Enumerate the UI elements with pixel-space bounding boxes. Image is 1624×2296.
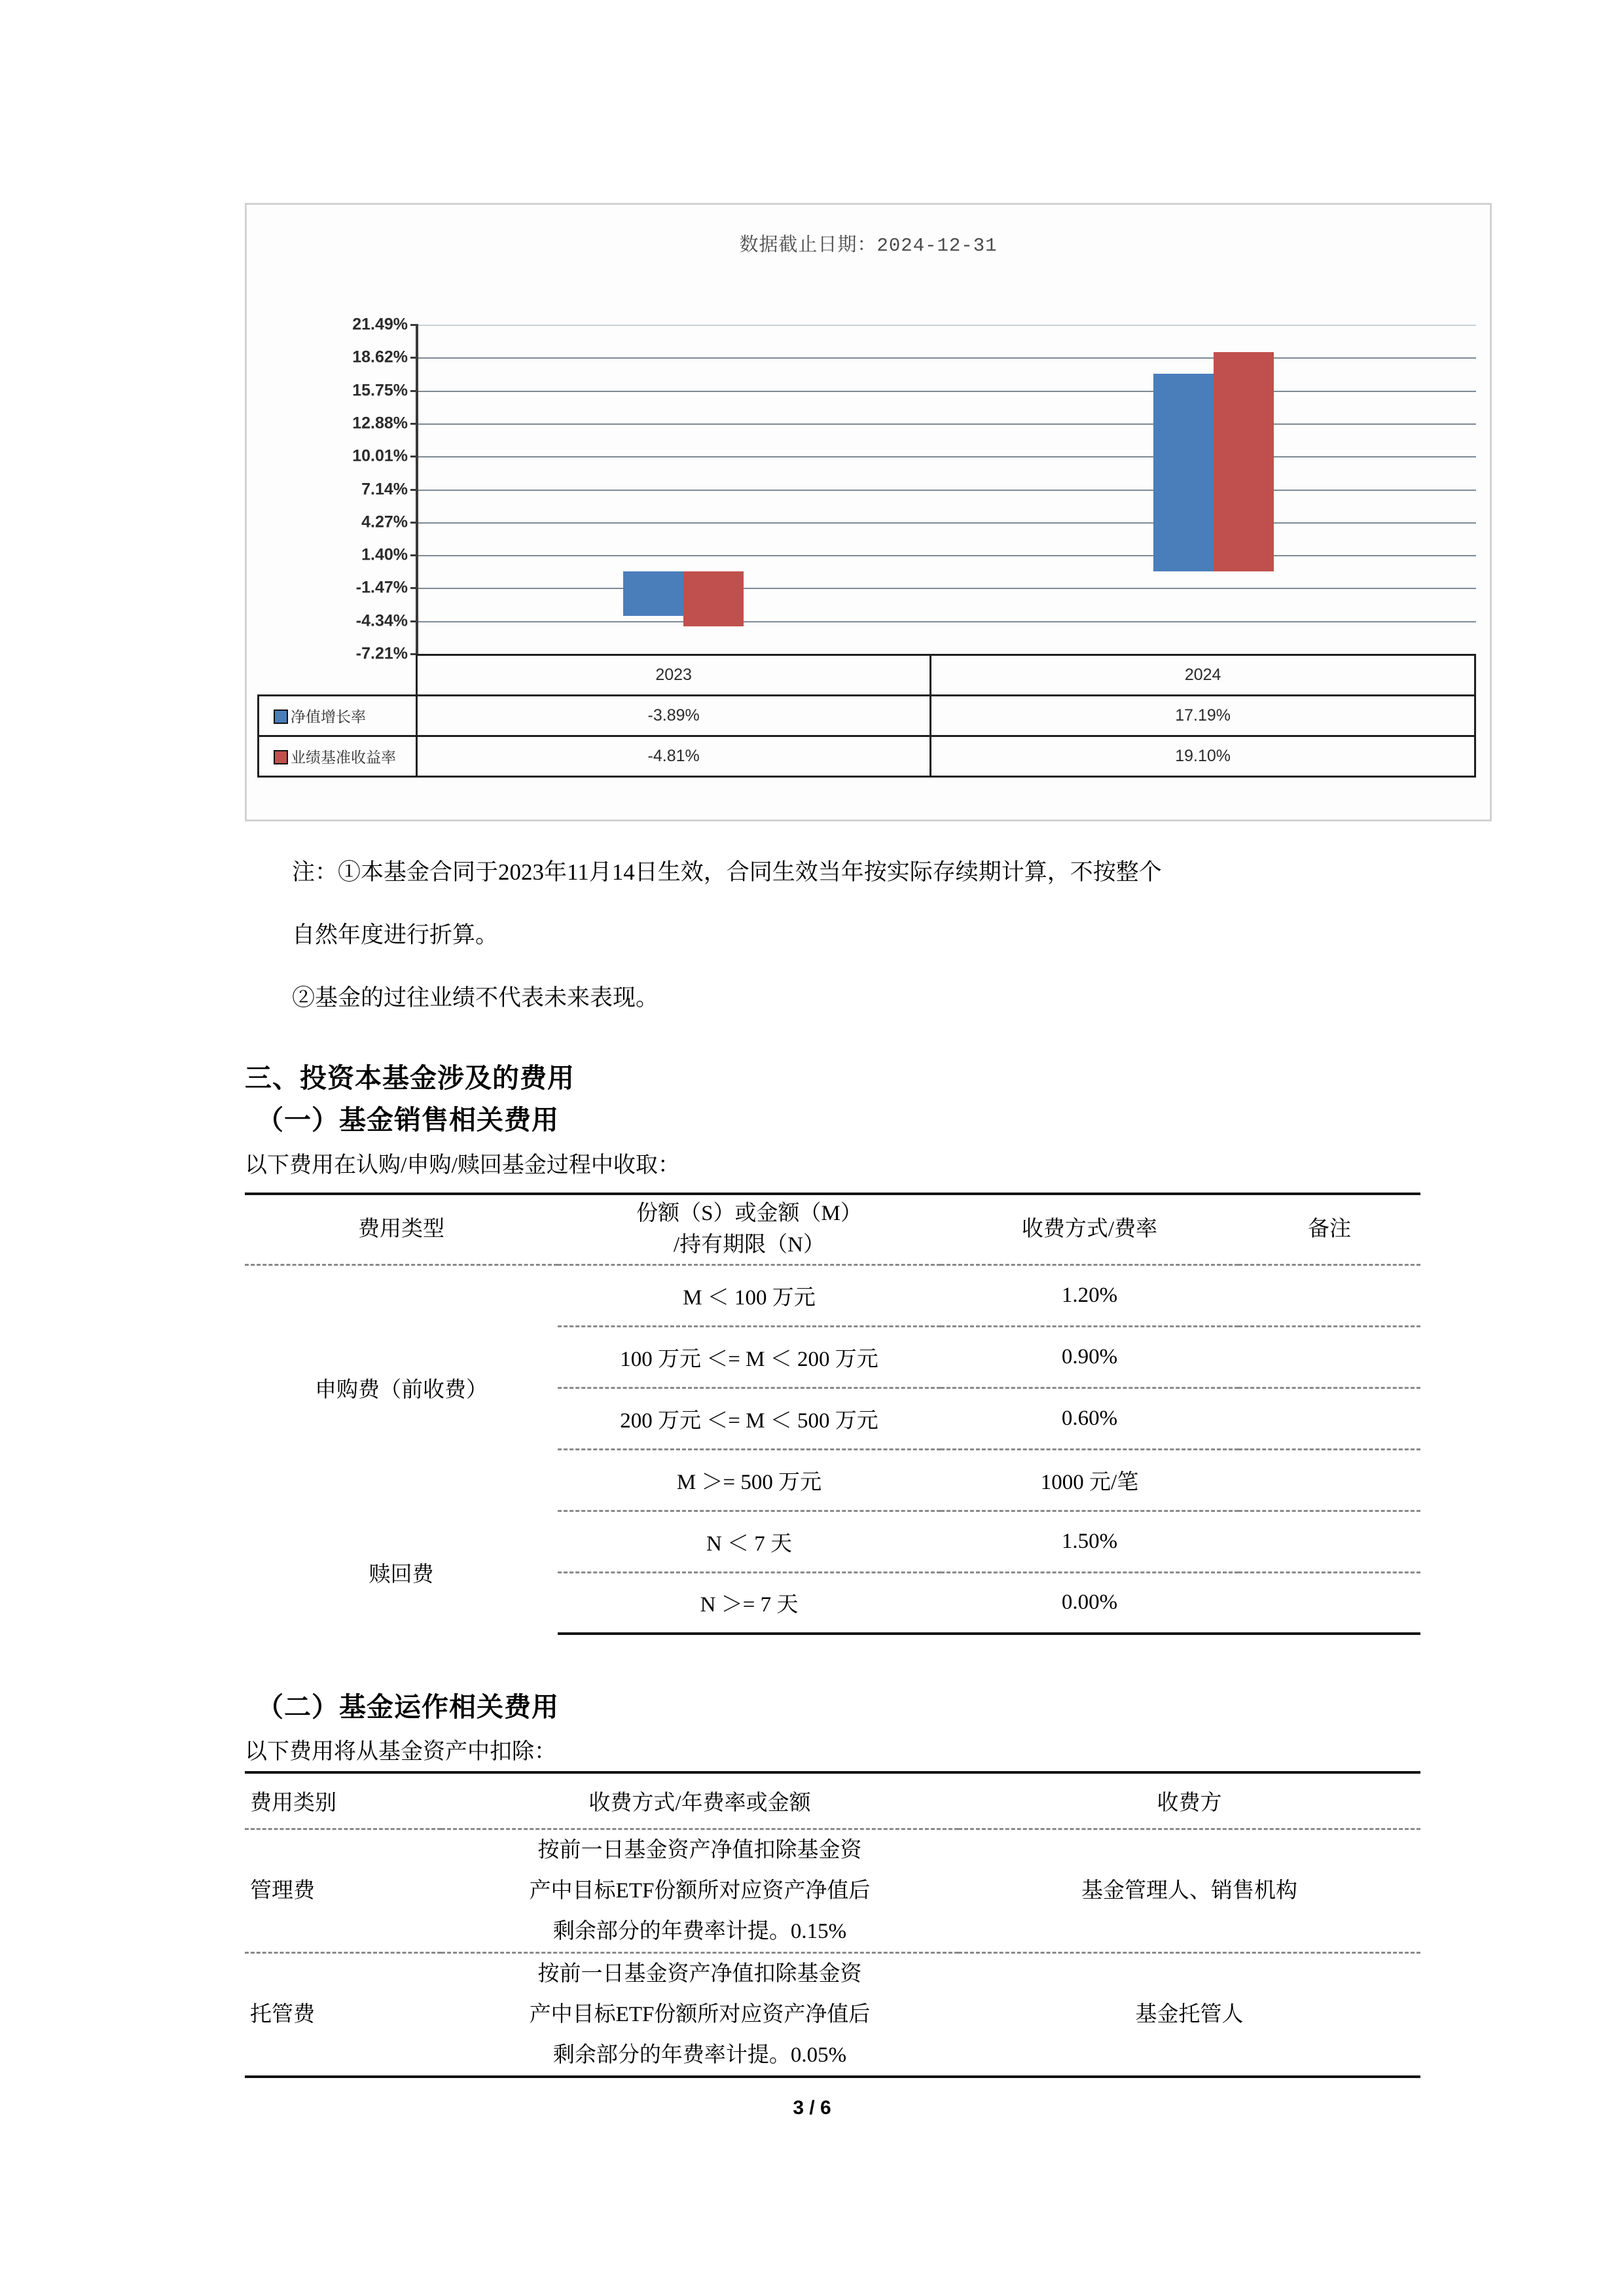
y-axis-tick-label: 1.40% [361, 545, 408, 564]
method-line-2: 产中目标ETF份额所对应资产净值后 [529, 1878, 871, 1903]
remark-value [1238, 1449, 1420, 1511]
y-axis-tick-label: 12.88% [352, 414, 408, 433]
gridline [418, 588, 1476, 589]
y-axis-tick-label: 7.14% [361, 480, 408, 498]
y-axis-tick-label: 18.62% [352, 348, 408, 367]
axis-tick-mark [410, 620, 418, 622]
header-amount-term [558, 1194, 941, 1265]
table-header-row [245, 1194, 1420, 1265]
remark-value [1238, 1326, 1420, 1388]
method-line-3: 剩余部分的年费率计提。0.05% [552, 2043, 847, 2067]
remark-value [1238, 1388, 1420, 1449]
chart-notes [292, 841, 1405, 1030]
gridline [418, 621, 1476, 622]
gridline [418, 391, 1476, 392]
section-3-1-heading: （一）基金销售相关费用 [257, 1105, 559, 1135]
gridline [418, 325, 1476, 326]
method-custody [441, 1952, 958, 2077]
axis-tick-mark [410, 489, 418, 491]
header-payee: 收费方 [958, 1772, 1420, 1829]
method-line-1: 按前一日基金资产净值扣除基金资 [537, 1962, 862, 1986]
axis-tick-mark [410, 587, 418, 589]
table-row [245, 1511, 1420, 1572]
note-line-1: 注：①本基金合同于2023年11月14日生效，合同生效当年按实际存续期计算，不按整个 [292, 859, 1162, 885]
header-method-rate: 收费方式/年费率或金额 [441, 1772, 958, 1829]
legend-label-nav-growth: 净值增长率 [291, 708, 366, 725]
bar-2024-nav-growth [1153, 374, 1214, 571]
tier-value: M ＜ 100 万元 [558, 1265, 941, 1326]
table-header-row [245, 1772, 1420, 1829]
fee-category-management: 管理费 [245, 1829, 441, 1952]
y-axis-tick-label: 4.27% [361, 512, 408, 531]
fee-type-subscription: 申购费（前收费） [315, 1378, 488, 1403]
gridline [418, 456, 1476, 457]
table-row [245, 1265, 1420, 1326]
tier-value: 200 万元 ＜= M ＜ 500 万元 [558, 1388, 941, 1449]
note-line-3: ②基金的过往业绩不代表未来表现。 [292, 985, 659, 1011]
rate-value: 1.20% [941, 1265, 1238, 1326]
section-3-1-lead: 以下费用在认购/申购/赎回基金过程中收取： [245, 1153, 680, 1177]
y-axis-tick-label: 15.75% [352, 381, 408, 400]
y-axis-tick-label: 21.49% [352, 315, 408, 334]
rate-value: 1.50% [941, 1511, 1238, 1572]
sales-fee-table [245, 1193, 1420, 1635]
remark-value [1238, 1265, 1420, 1326]
year-header-2024: 2024 [931, 655, 1475, 696]
header-fee-category: 费用类别 [245, 1772, 441, 1829]
chart-title: 数据截止日期：2024-12-31 [739, 235, 998, 257]
performance-chart [245, 203, 1492, 821]
axis-tick-mark [410, 456, 418, 457]
table-row-years [259, 655, 1475, 696]
fee-category-custody: 托管费 [245, 1952, 441, 2077]
rate-value: 1000 元/笔 [941, 1449, 1238, 1511]
payee-management: 基金管理人、销售机构 [958, 1829, 1420, 1952]
tier-value: M ＞= 500 万元 [558, 1449, 941, 1511]
section-3-2-lead: 以下费用将从基金资产中扣除： [245, 1740, 556, 1764]
year-header-2023: 2023 [417, 655, 931, 696]
gridline [418, 555, 1476, 556]
chart-plot-area [352, 315, 1476, 663]
legend-item-benchmark [259, 736, 417, 777]
gridline [418, 423, 1476, 425]
axis-tick-mark [410, 423, 418, 425]
benchmark-2023: -4.81% [417, 736, 931, 777]
rate-value: 0.60% [941, 1388, 1238, 1449]
tier-value: N ＞= 7 天 [558, 1572, 941, 1634]
header-remark: 备注 [1238, 1194, 1420, 1265]
legend-swatch-blue-icon [274, 709, 288, 724]
chart-data-table [257, 654, 1476, 778]
page-footer: 3 / 6 [793, 2097, 831, 2119]
table-row-benchmark-return [259, 736, 1475, 777]
section-3-2-heading: （二）基金运作相关费用 [257, 1692, 559, 1722]
remark-value [1238, 1511, 1420, 1572]
note-line-2: 自然年度进行折算。 [292, 922, 499, 948]
gridline [418, 357, 1476, 359]
axis-tick-mark [410, 324, 418, 326]
tier-value: 100 万元 ＜= M ＜ 200 万元 [558, 1326, 941, 1388]
header-amount-line2: /持有期限（N） [674, 1233, 825, 1257]
bar-2023-benchmark [683, 571, 744, 626]
header-rate: 收费方式/费率 [941, 1194, 1238, 1265]
benchmark-2024: 19.10% [931, 736, 1475, 777]
method-line-2: 产中目标ETF份额所对应资产净值后 [529, 2002, 871, 2026]
y-axis-tick-label: 10.01% [352, 446, 408, 465]
tier-value: N ＜ 7 天 [558, 1511, 941, 1572]
nav-growth-2024: 17.19% [931, 696, 1475, 736]
table-row [245, 1829, 1420, 1952]
rate-value: 0.00% [941, 1572, 1238, 1634]
nav-growth-2023: -3.89% [417, 696, 931, 736]
axis-tick-mark [410, 522, 418, 524]
table-row [245, 1952, 1420, 2077]
header-fee-type: 费用类型 [245, 1194, 558, 1265]
y-axis-tick-label: -4.34% [355, 611, 408, 630]
method-management [441, 1829, 958, 1952]
y-axis-tick-label: -1.47% [355, 578, 408, 597]
payee-custody: 基金托管人 [958, 1952, 1420, 2077]
legend-swatch-red-icon [274, 750, 288, 764]
method-line-1: 按前一日基金资产净值扣除基金资 [537, 1838, 862, 1862]
axis-tick-mark [410, 390, 418, 392]
gridline [418, 490, 1476, 491]
legend-label-benchmark: 业绩基准收益率 [291, 749, 396, 766]
bar-2024-benchmark [1214, 352, 1274, 571]
section-3-heading: 三、投资本基金涉及的费用 [245, 1063, 575, 1093]
operation-fee-table [245, 1771, 1420, 2078]
axis-tick-mark [410, 357, 418, 359]
table-row-nav-growth [259, 696, 1475, 736]
remark-value [1238, 1572, 1420, 1634]
gridline [418, 522, 1476, 524]
header-amount-line1: 份额（S）或金额（M） [636, 1202, 862, 1226]
rate-value: 0.90% [941, 1326, 1238, 1388]
method-line-3: 剩余部分的年费率计提。0.15% [552, 1919, 847, 1943]
fee-type-redemption: 赎回费 [369, 1562, 434, 1587]
axis-tick-mark [410, 554, 418, 556]
legend-item-nav-growth [259, 696, 417, 736]
y-axis-tick-label: -7.21% [355, 644, 408, 663]
legend-corner-cell [259, 655, 417, 696]
bar-2023-nav-growth [623, 571, 683, 616]
